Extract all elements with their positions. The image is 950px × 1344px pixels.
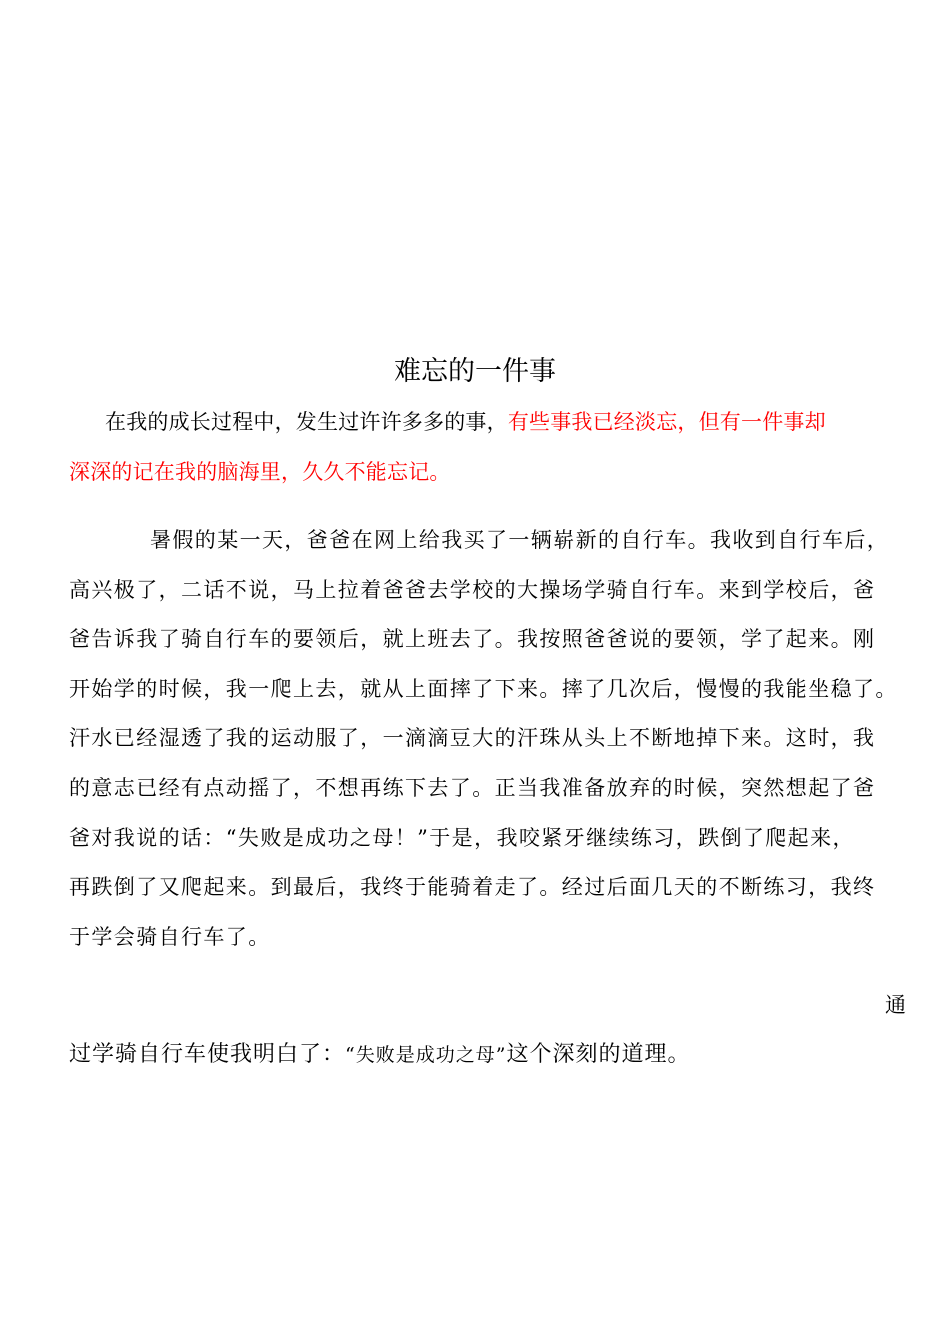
body-line-3: 爸告诉我了骑自行车的要领后，就上班去了。我按照爸爸说的要领，学了起来。刚 (69, 627, 876, 651)
body-line-6: 的意志已经有点动摇了，不想再练下去了。正当我准备放弃的时候，突然想起了爸 (69, 776, 876, 800)
body-line-7: 爸对我说的话：“失败是成功之母！”于是，我咬紧牙继续练习，跌倒了爬起来， (69, 826, 855, 850)
body-line-4: 开始学的时候，我一爬上去，就从上面摔了下来。摔了几次后，慢慢的我能坐稳了。 (69, 677, 898, 701)
intro-line-1 (105, 407, 826, 437)
closing-text-before: 过学骑自行车使我明白了： (69, 1042, 346, 1067)
body-line-8: 再跌倒了又爬起来。到最后，我终于能骑着走了。经过后面几天的不断练习，我终 (69, 875, 876, 899)
intro-text-black: 在我的成长过程中，发生过许许多多的事， (105, 410, 508, 434)
body-line-1: 暑假的某一天，爸爸在网上给我买了一辆崭新的自行车。我收到自行车后， (150, 528, 890, 552)
closing-line (69, 1040, 690, 1070)
body-line-2: 高兴极了，二话不说，马上拉着爸爸去学校的大操场学骑自行车。来到学校后，爸 (69, 578, 876, 602)
intro-line-2: 深深的记在我的脑海里，久久不能忘记。 (69, 460, 451, 484)
body-line-5: 汗水已经湿透了我的运动服了，一滴滴豆大的汗珠从头上不断地掉下来。这时，我 (69, 726, 876, 750)
closing-first-char: 通 (885, 993, 906, 1017)
intro-text-red-1: 有些事我已经淡忘，但有一件事却 (507, 410, 826, 434)
closing-quote: “失败是成功之母” (345, 1044, 507, 1066)
closing-text-after: 这个深刻的道理。 (506, 1042, 691, 1067)
body-line-9: 于学会骑自行车了。 (69, 925, 271, 949)
essay-title: 难忘的一件事 (394, 356, 556, 387)
